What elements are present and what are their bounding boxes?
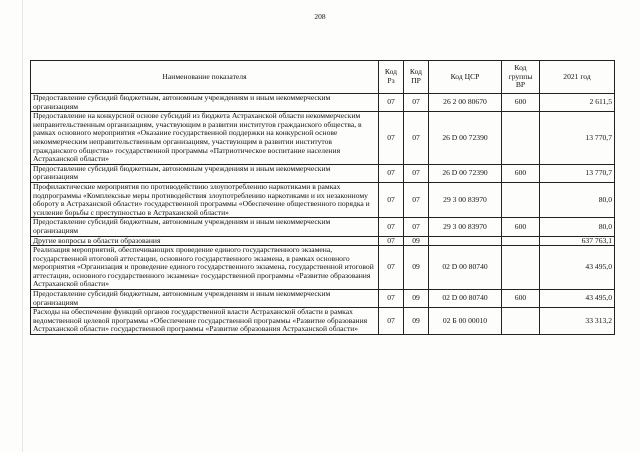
cell-amount: 13 770,7 — [540, 112, 615, 165]
cell-csr: 02 D 00 80740 — [429, 290, 502, 308]
cell-name: Предоставление субсидий бюджетным, автономным учреждениям и иным некоммерческим организациям — [31, 218, 379, 236]
cell-rz: 07 — [379, 94, 404, 112]
cell-vr: 600 — [502, 94, 540, 112]
cell-csr — [429, 236, 502, 246]
header-csr: Код ЦСР — [429, 61, 502, 94]
table-row — [31, 94, 615, 112]
table-row — [31, 164, 615, 182]
table-row — [31, 218, 615, 236]
cell-name: Предоставление субсидий бюджетным, автономным учреждениям и иным некоммерческим организациям — [31, 164, 379, 182]
cell-pr: 09 — [404, 308, 429, 335]
cell-name: Профилактические мероприятия по противодействию злоупотреблению наркотиками в рамках подпрограммы «Комплексные меры противодействия злоупотреблению наркотиками и их незаконному обороту в Астраханской области» государственной программы «Обеспечение общественного порядка и усиление борьбы с преступностью в Астраханской области» — [31, 182, 379, 217]
table-row — [31, 246, 615, 290]
cell-amount: 2 611,5 — [540, 94, 615, 112]
cell-pr: 07 — [404, 112, 429, 165]
cell-name: Предоставление субсидий бюджетным, автономным учреждениям и иным некоммерческим организациям — [31, 94, 379, 112]
cell-rz: 07 — [379, 182, 404, 217]
cell-csr: 26 2 00 80670 — [429, 94, 502, 112]
cell-pr: 07 — [404, 182, 429, 217]
cell-rz: 07 — [379, 246, 404, 290]
cell-vr — [502, 112, 540, 165]
cell-csr: 26 D 00 72390 — [429, 164, 502, 182]
table-row — [31, 182, 615, 217]
cell-rz: 07 — [379, 290, 404, 308]
cell-pr: 09 — [404, 246, 429, 290]
cell-pr: 09 — [404, 290, 429, 308]
cell-amount: 43 495,0 — [540, 290, 615, 308]
cell-rz: 07 — [379, 112, 404, 165]
cell-vr: 600 — [502, 164, 540, 182]
cell-name: Другие вопросы в области образования — [31, 236, 379, 246]
cell-vr: 600 — [502, 290, 540, 308]
cell-csr: 29 3 00 83970 — [429, 218, 502, 236]
cell-amount: 13 770,7 — [540, 164, 615, 182]
cell-rz: 07 — [379, 236, 404, 246]
cell-amount: 33 313,2 — [540, 308, 615, 335]
cell-name: Реализация мероприятий, обеспечивающих проведение единого государственного экзамена, государственной итоговой аттестации, основного государственного экзамена, в рамках основного мероприятия «Организация и проведение единого государственного экзамена, государственной итоговой аттестации, основного государственного экзамена» государственной программы «Развитие образования Астраханской области» — [31, 246, 379, 290]
cell-rz: 07 — [379, 308, 404, 335]
cell-pr: 07 — [404, 164, 429, 182]
cell-name: Расходы на обеспечение функций органов государственной власти Астраханской области в рамках ведомственной целевой программы «Обеспечение государственной программы «Развитие образования Астраханской области» государственной программы «Развитие образования Астраханской области» — [31, 308, 379, 335]
header-amount: 2021 год — [540, 61, 615, 94]
budget-table — [30, 60, 615, 335]
cell-pr: 07 — [404, 218, 429, 236]
cell-amount: 43 495,0 — [540, 246, 615, 290]
cell-pr: 07 — [404, 94, 429, 112]
cell-vr — [502, 182, 540, 217]
cell-vr — [502, 246, 540, 290]
cell-name: Предоставление на конкурсной основе субсидий из бюджета Астраханской области некоммерческим неправительственным организациям, участвующим в развитии институтов гражданского общества, в рамках основного мероприятия «Оказание государственной поддержки на конкурсной основе некоммерческим неправительственным организациям, участвующим в развитии институтов гражданского общества» государственной программы «Патриотическое воспитание населения Астраханской области» — [31, 112, 379, 165]
cell-rz: 07 — [379, 164, 404, 182]
cell-amount: 80,0 — [540, 218, 615, 236]
cell-name: Предоставление субсидий бюджетным, автономным учреждениям и иным некоммерческим организациям — [31, 290, 379, 308]
cell-csr: 02 Б 00 00010 — [429, 308, 502, 335]
page-edge-shadow — [22, 0, 23, 452]
cell-vr — [502, 236, 540, 246]
cell-csr: 02 D 00 80740 — [429, 246, 502, 290]
header-vr: Код группы ВР — [502, 61, 540, 94]
table-row — [31, 308, 615, 335]
cell-rz: 07 — [379, 218, 404, 236]
table-row — [31, 290, 615, 308]
page-number: 208 — [314, 12, 326, 21]
cell-amount: 637 763,1 — [540, 236, 615, 246]
cell-pr: 09 — [404, 236, 429, 246]
header-pr: Код ПР — [404, 61, 429, 94]
cell-amount: 80,0 — [540, 182, 615, 217]
cell-csr: 29 3 00 83970 — [429, 182, 502, 217]
table-row — [31, 112, 615, 165]
table-header-row — [31, 61, 615, 94]
header-rz: Код Рз — [379, 61, 404, 94]
header-name: Наименование показателя — [31, 61, 379, 94]
cell-vr: 600 — [502, 218, 540, 236]
cell-vr — [502, 308, 540, 335]
cell-csr: 26 D 00 72390 — [429, 112, 502, 165]
